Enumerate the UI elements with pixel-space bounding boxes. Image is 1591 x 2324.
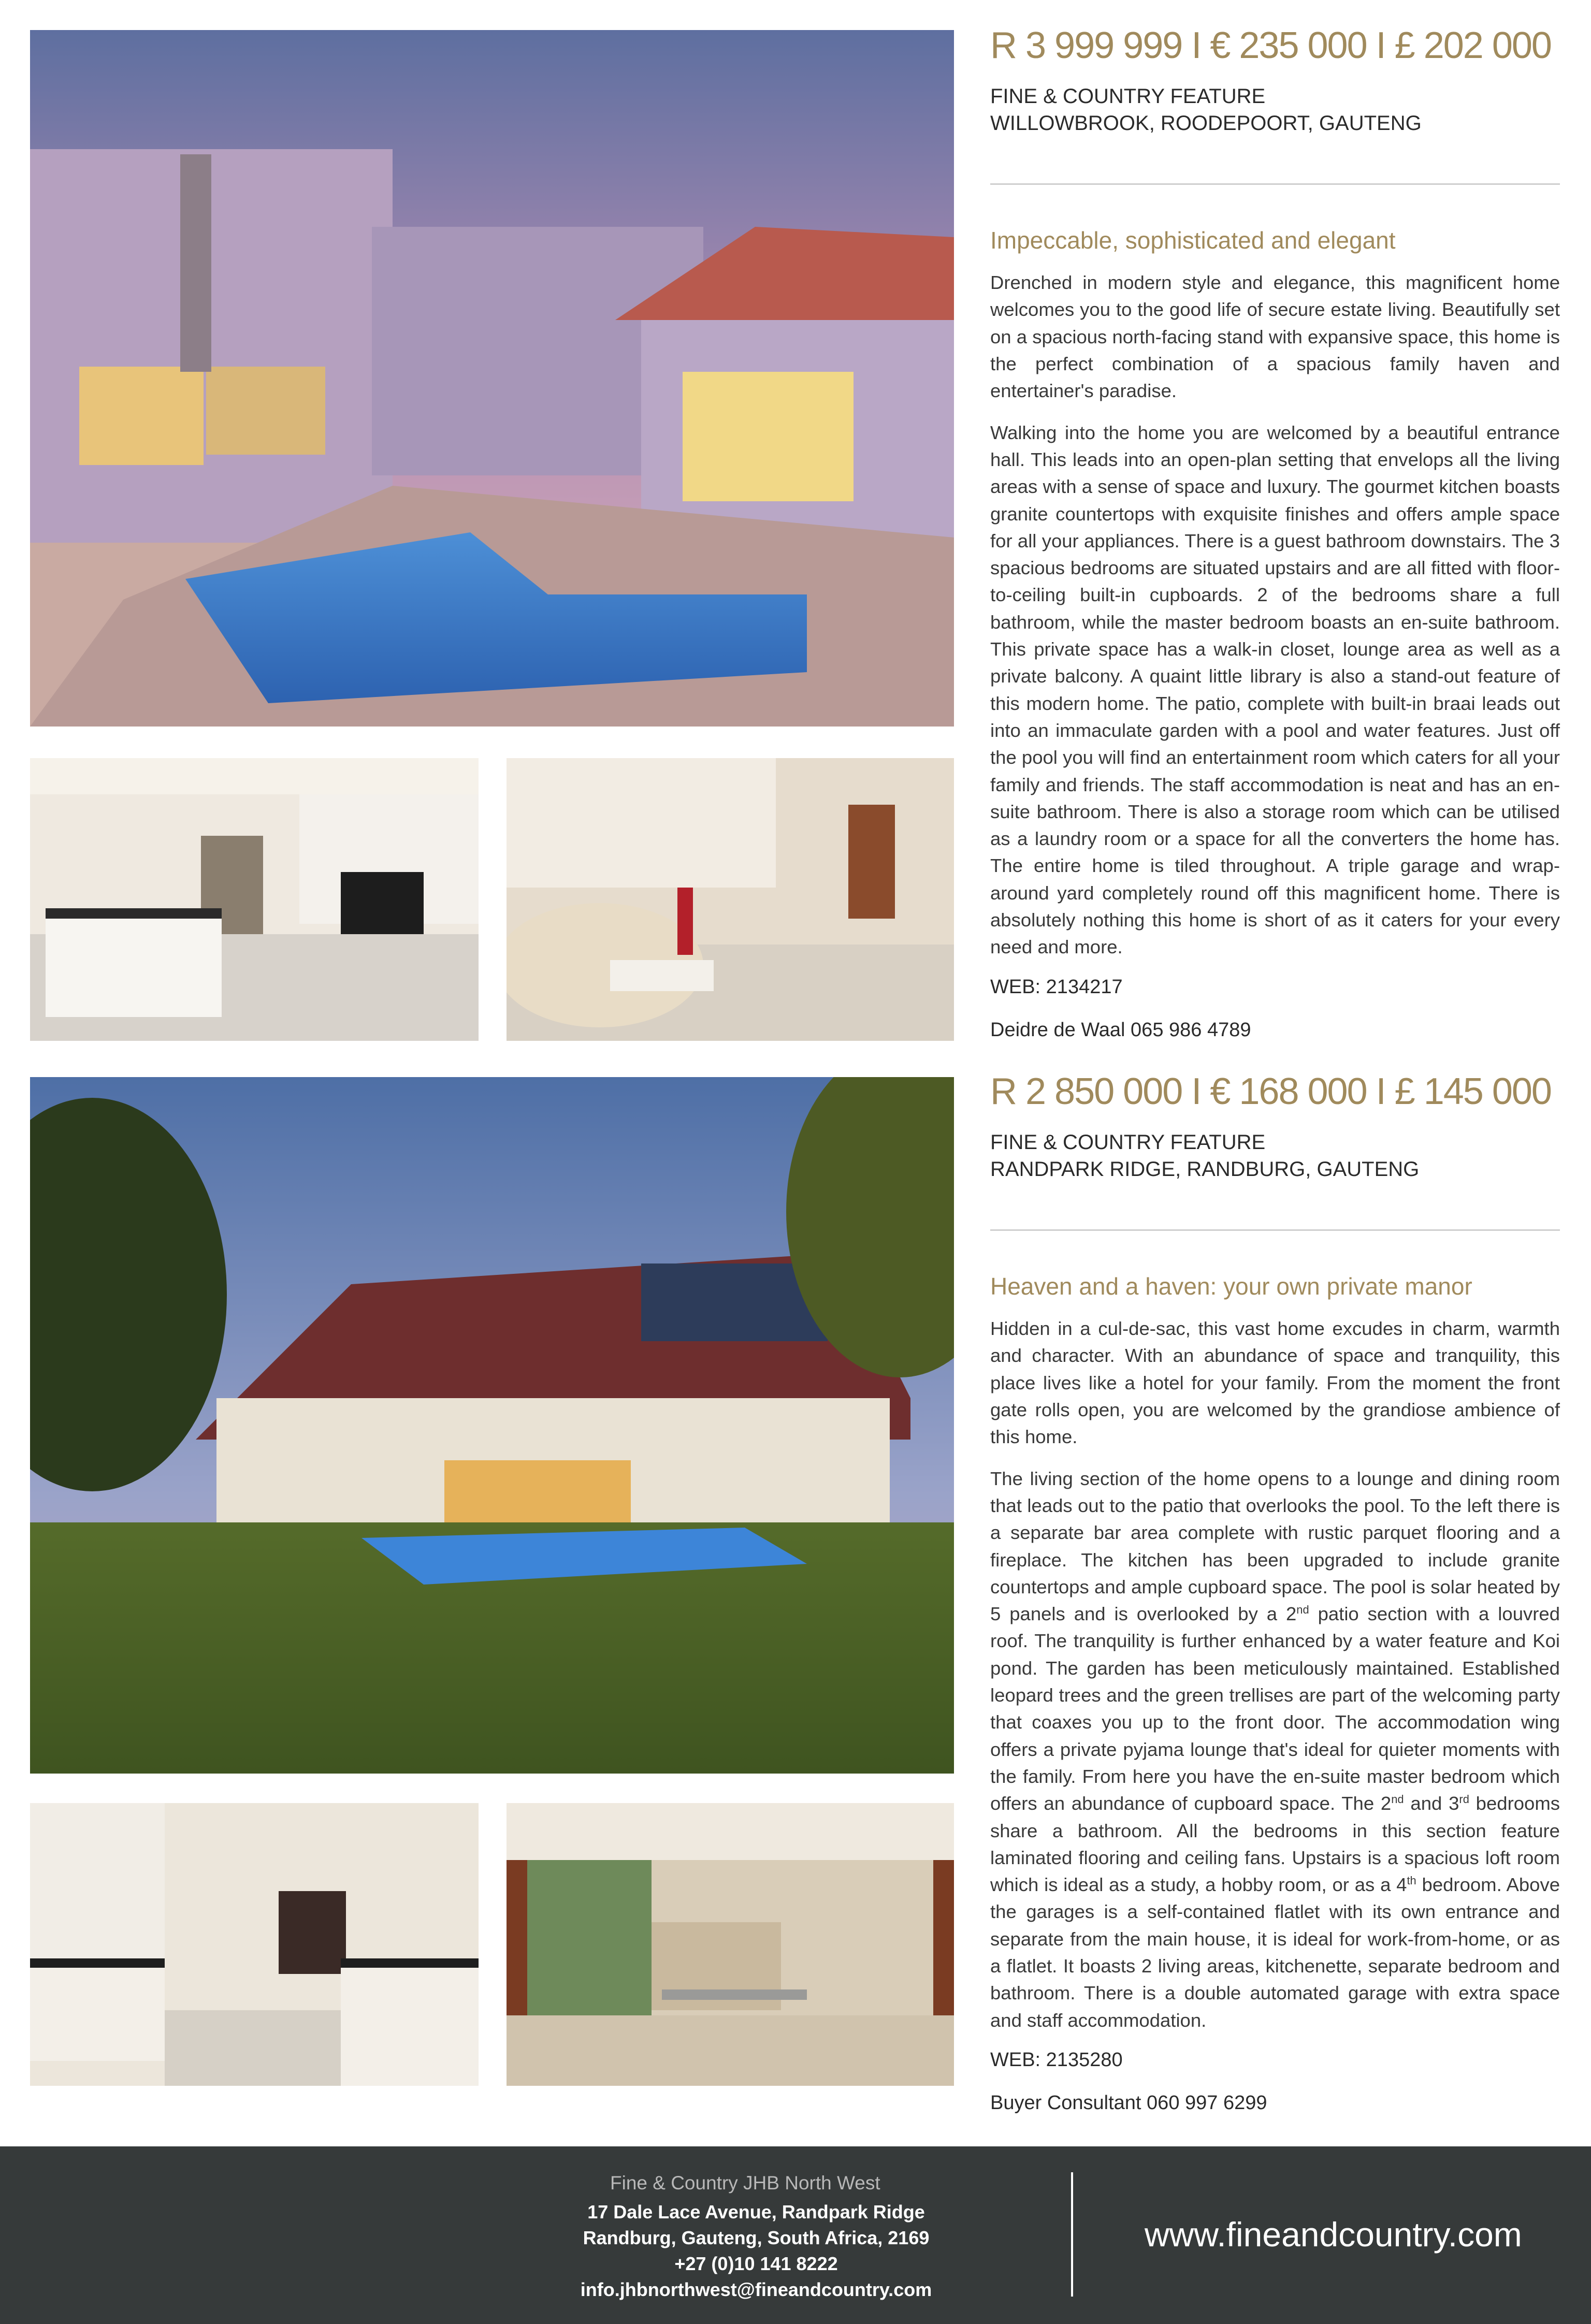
p2-sup-4: th xyxy=(1407,1873,1416,1887)
listing-1-price: R 3 999 999 I € 235 000 I £ 202 000 xyxy=(990,25,1551,66)
listing-2-paragraph-2 xyxy=(990,1465,1560,2034)
footer-contact xyxy=(528,2199,984,2303)
listing-1-agent: Deidre de Waal 065 986 4789 xyxy=(990,1019,1251,1041)
p2-sup-2: nd xyxy=(1391,1793,1404,1806)
footer-office-name: Fine & Country JHB North West xyxy=(610,2172,880,2194)
listing-1-paragraph-1: Drenched in modern style and elegance, this magnificent home welcomes you to the good life of secure estate living. Beautifully set on a spacious north-facing stand with expansive space, this home is the perfect combination of a spacious family haven and entertainer's paradise. xyxy=(990,272,1560,402)
listing-2-location: RANDPARK RIDGE, RANDBURG, GAUTENG xyxy=(990,1158,1420,1181)
footer-website-link[interactable]: www.fineandcountry.com xyxy=(1145,2215,1522,2254)
listing-2-main-photo xyxy=(30,1077,954,1774)
listing-2-kitchen-photo xyxy=(30,1803,479,2086)
footer-phone[interactable]: +27 (0)10 141 8222 xyxy=(674,2253,838,2274)
listing-1-heading: Impeccable, sophisticated and elegant xyxy=(990,227,1396,254)
listing-1-paragraph-2: Walking into the home you are welcomed by a beautiful entrance hall. This leads into an open-plan setting that envelops all the living areas with a sense of space and luxury. The gourmet kitchen boasts granite countertops with exquisite finishes and offers ample space for all your appliances. There is a guest bathroom downstairs. The 3 spacious bedrooms are situated upstairs and are all fitted with floor-to-ceiling built-in cupboards. 2 of the bedrooms share a full bathroom, while the master bedroom boasts an en-suite bathroom. This private space has a walk-in closet, lounge area as well as a private balcony. A quaint little library is also a stand-out feature of this modern home. The patio, complete with built-in braai leads out into an immaculate garden with a pool and water features. Just off the pool you will find an entertainment room which caters for all your family and friends. The staff accommodation is neat and has an en-suite bathroom. There is also a storage room which can be utilised as a laundry room or a space for all the converters the home has. The entire home is tiled throughout. A triple garage and wrap-around yard completely round off this magnificent home. There is absolutely nothing this home is short of as it caters for your every need and more. xyxy=(990,422,1560,958)
p2-part-d: bedrooms share a bathroom. All the bedrooms in this section feature laminated flooring and ceiling fans. Upstairs is a spacious loft room which is ideal as a study, a hobby room, or as a 4 xyxy=(990,1793,1560,1896)
listing-1-main-photo xyxy=(30,30,954,727)
listing-1-feature-label xyxy=(990,83,1560,137)
footer-divider xyxy=(1071,2172,1073,2297)
p2-sup-3: rd xyxy=(1459,1793,1469,1806)
listing-2-details xyxy=(990,1073,1560,2116)
listing-1-kitchen-photo xyxy=(30,758,479,1041)
listing-2-price: R 2 850 000 I € 168 000 I £ 145 000 xyxy=(990,1071,1551,1112)
listing-2-feature: FINE & COUNTRY FEATURE xyxy=(990,1131,1266,1154)
footer-email[interactable]: info.jhbnorthwest@fineandcountry.com xyxy=(580,2279,932,2300)
listing-2-feature-label xyxy=(990,1129,1560,1183)
listing-2-paragraph-1: Hidden in a cul-de-sac, this vast home excudes in charm, warmth and character. With an abundance of space and tranquility, this place lives like a hotel for your family. From the moment the front gate rolls open, you are welcomed by the grandiose ambience of this home. xyxy=(990,1318,1560,1448)
listing-2-patio-photo xyxy=(507,1803,954,2086)
listing-1-divider xyxy=(990,183,1560,185)
footer xyxy=(0,2146,1591,2324)
p2-part-e: bedroom. Above the garages is a self-contained flatlet with its own entrance and separate from the main house, it is ideal for work-from-home, or as a flatlet. It boasts 2 living areas, kitchenette, separate bedroom and bathroom. There is a double automated garage with extra space and staff accommodation. xyxy=(990,1874,1560,2031)
listing-1-details xyxy=(990,27,1560,1043)
listing-1-web-ref: WEB: 2134217 xyxy=(990,976,1123,998)
p2-sup-1: nd xyxy=(1296,1603,1309,1616)
listing-2-agent: Buyer Consultant 060 997 6299 xyxy=(990,2092,1267,2114)
listing-2-heading: Heaven and a haven: your own private manor xyxy=(990,1273,1472,1300)
footer-address-line-1: 17 Dale Lace Avenue, Randpark Ridge xyxy=(587,2201,925,2223)
p2-part-c: and 3 xyxy=(1404,1793,1459,1814)
listing-1-lounge-photo xyxy=(507,758,954,1041)
listing-2-divider xyxy=(990,1229,1560,1231)
listing-1-feature: FINE & COUNTRY FEATURE xyxy=(990,85,1266,108)
footer-address-line-2: Randburg, Gauteng, South Africa, 2169 xyxy=(583,2227,930,2248)
p2-part-b: patio section with a louvred roof. The tranquility is further enhanced by a water feature and Koi pond. The garden has been meticulously maintained. Established leopard trees and the green trellises are part of the welcoming party that coaxes you up to the front door. The accommodation wing offers a private pyjama lounge that's ideal for quieter moments with the family. From here you have the en-suite master bedroom which offers an abundance of cupboard space. The 2 xyxy=(990,1603,1560,1814)
p2-part-a: The living section of the home opens to a lounge and dining room that leads out to the patio that overlooks the pool. To the left there is a separate bar area complete with rustic parquet flooring and a fireplace. The kitchen has been upgraded to include granite countertops and ample cupboard space. The pool is solar heated by 5 panels and is overlooked by a 2 xyxy=(990,1468,1560,1625)
listing-2-web-ref: WEB: 2135280 xyxy=(990,2049,1123,2071)
listing-1-location: WILLOWBROOK, ROODEPOORT, GAUTENG xyxy=(990,112,1422,135)
